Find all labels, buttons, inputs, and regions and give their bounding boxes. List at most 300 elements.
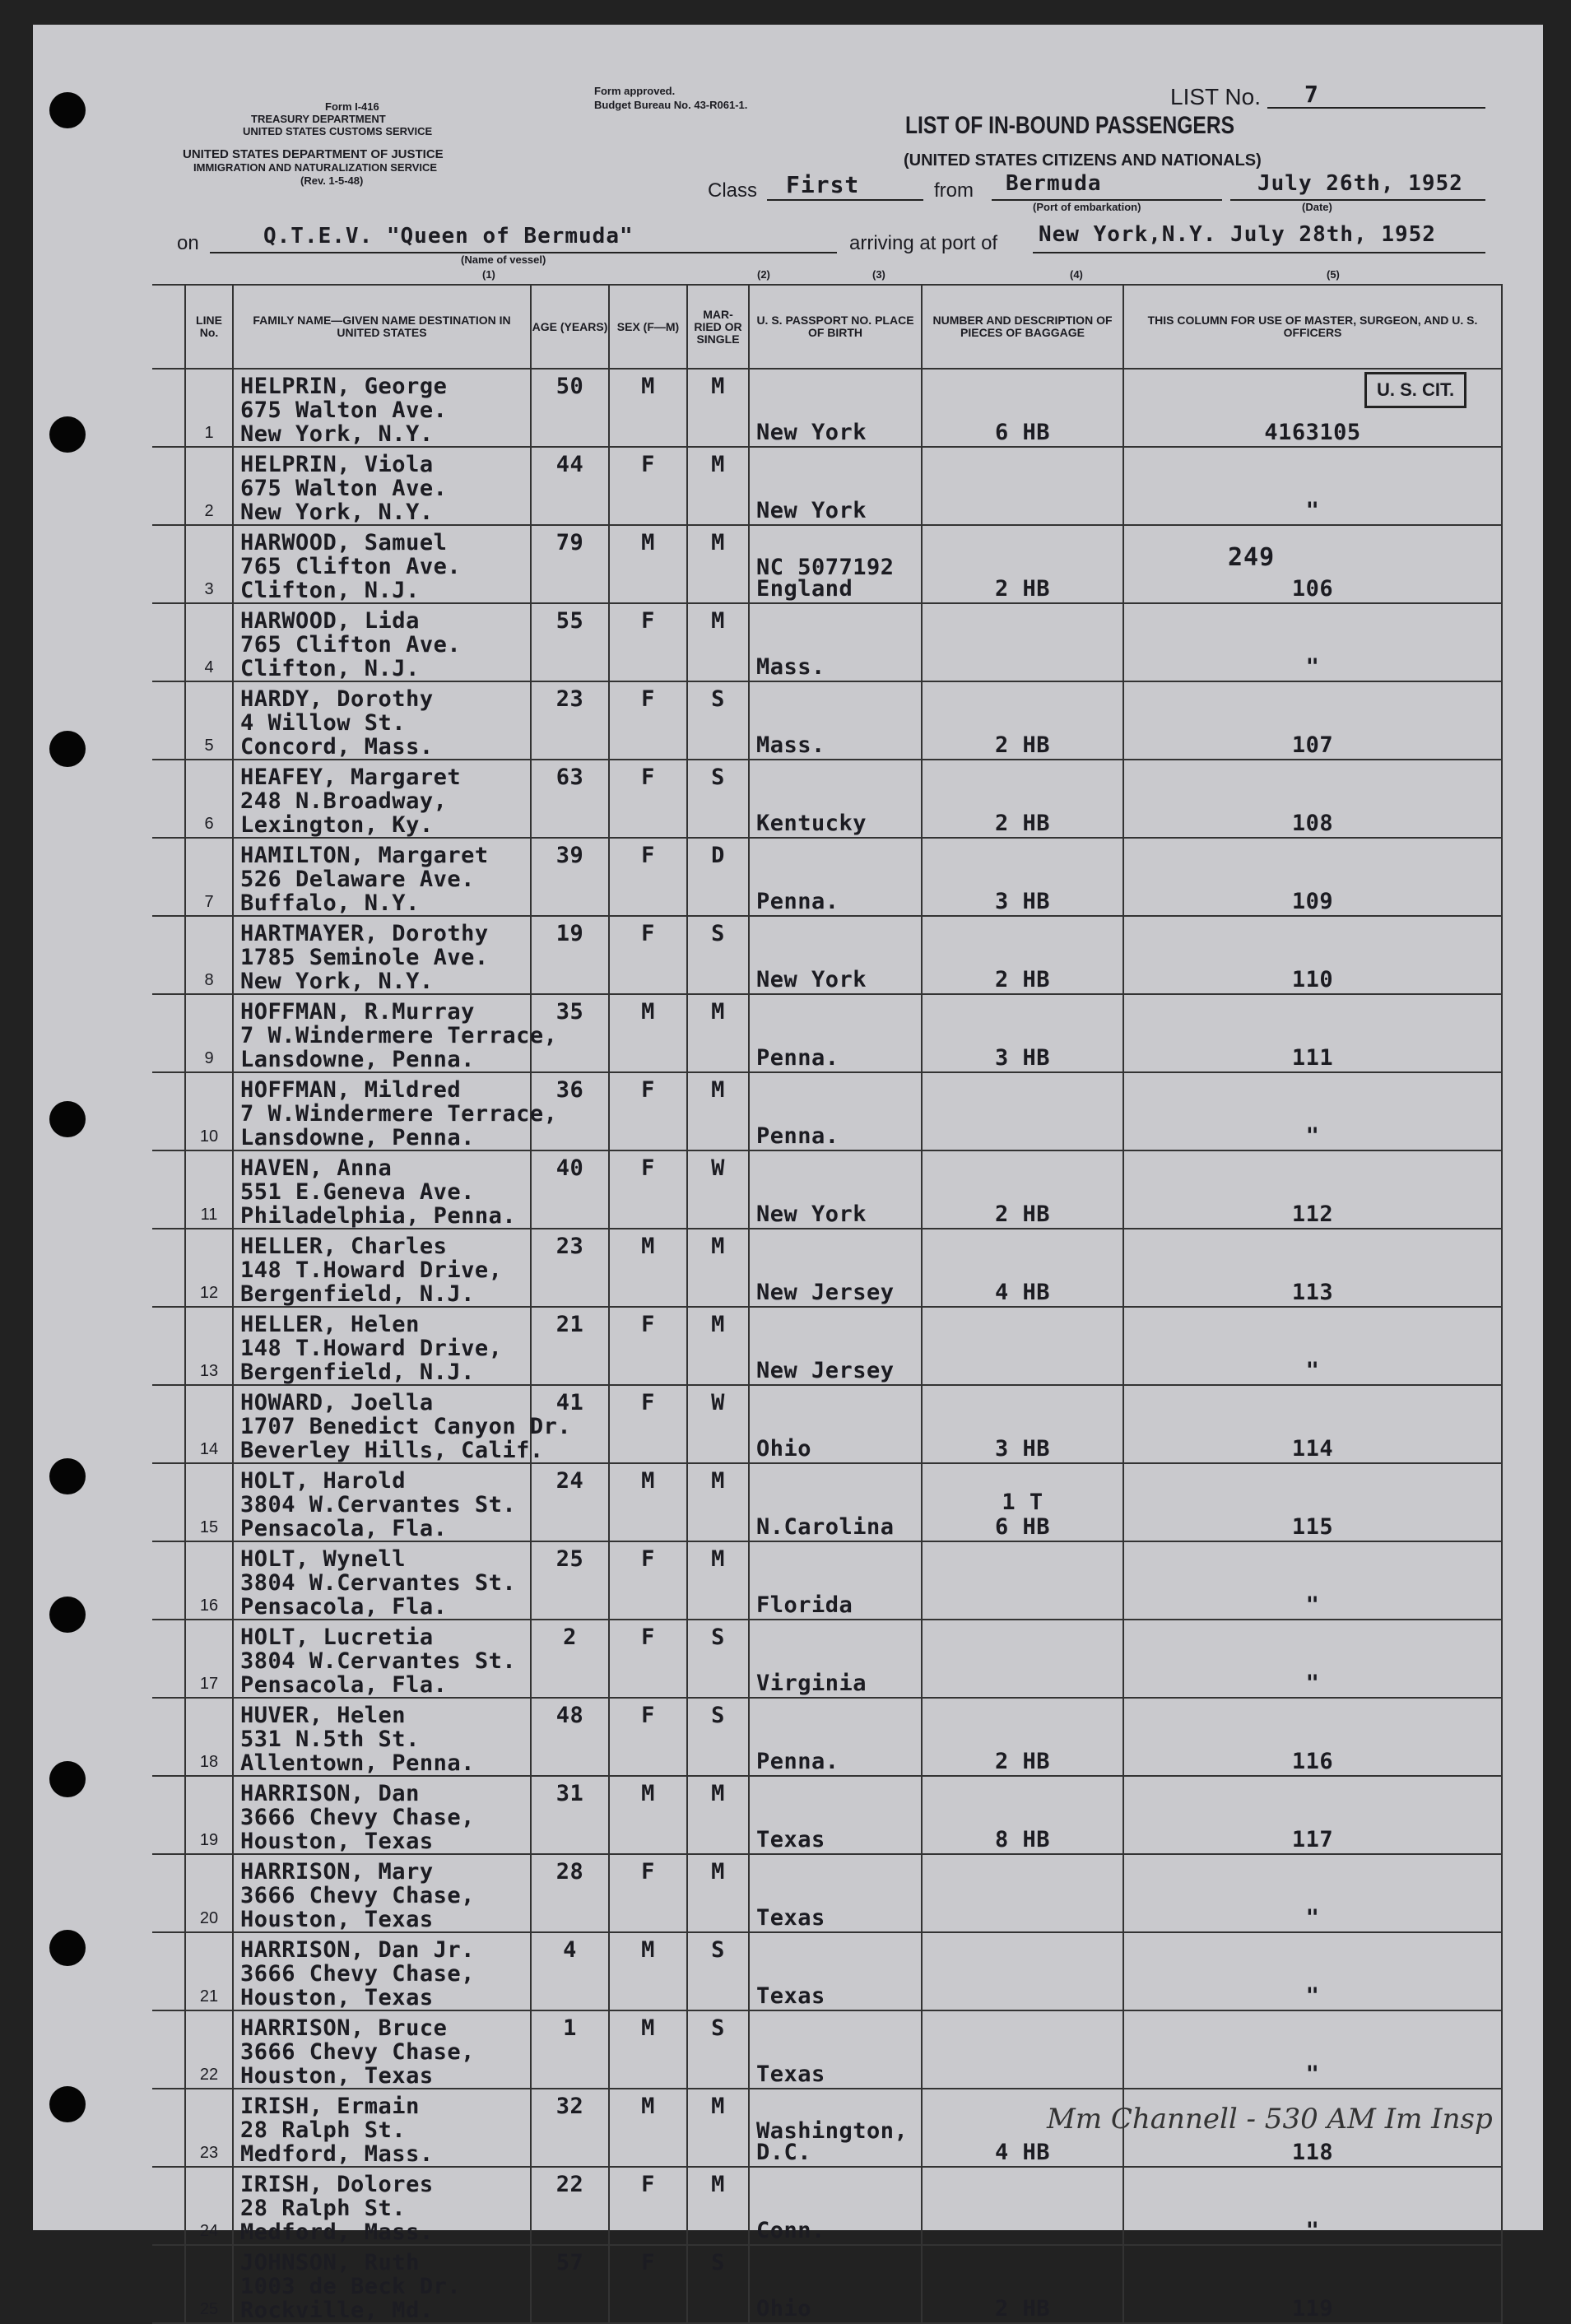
age: 1 [563, 2015, 577, 2041]
baggage: 3 HB [994, 1045, 1051, 1071]
col-age-header: AGE (YEARS) [531, 285, 609, 369]
sex: F [641, 921, 655, 946]
name-cell [233, 1072, 558, 1150]
line-number-cell [185, 1541, 233, 1620]
arrival-line [1033, 252, 1485, 253]
address-line-1: 3804 W.Cervantes St. [240, 1648, 517, 1674]
address-line-1: 3666 Chevy Chase, [240, 1883, 475, 1908]
officer-cell [1123, 1463, 1502, 1541]
binder-hole [49, 2086, 86, 2122]
sex: M [641, 999, 655, 1025]
address-line-2: Buffalo, N.Y. [240, 890, 420, 916]
name-cell [233, 1150, 531, 1229]
age-cell [531, 369, 609, 447]
passenger-name: HOLT, Wynell [240, 1546, 407, 1572]
address-line-2: Pensacola, Fla. [240, 1672, 448, 1698]
table-row [152, 2167, 1502, 2245]
line-number: 2 [204, 502, 214, 520]
passport-number: NC 5077192 [756, 555, 895, 580]
name-cell [233, 1229, 531, 1307]
place-of-birth: D.C. [756, 2140, 812, 2165]
name-cell [233, 681, 531, 760]
age-cell [531, 1385, 609, 1463]
line-number-cell [185, 1463, 233, 1541]
age-cell [531, 916, 609, 994]
name-cell [233, 1463, 531, 1541]
place-of-birth: Penna. [756, 1123, 839, 1149]
sex-cell [609, 2245, 687, 2323]
baggage-cell [922, 603, 1123, 681]
table-row [152, 1307, 1502, 1385]
inspector-signature: Mm Channell - 530 AM Im Insp [1047, 2103, 1493, 2136]
place-of-birth: New York [756, 1202, 867, 1227]
marital-status: S [711, 686, 725, 712]
table-row [152, 603, 1502, 681]
table-row [152, 1072, 1502, 1150]
col-num-1: (1) [482, 268, 495, 281]
marital-cell [687, 681, 749, 760]
address-line-2: Houston, Texas [240, 1985, 434, 2010]
name-cell [233, 1541, 531, 1620]
place-of-birth: Texas [756, 1905, 825, 1931]
table-row [152, 838, 1502, 916]
passport-cell [749, 1463, 922, 1541]
marital-status: D [711, 843, 725, 868]
address-line-1: 3804 W.Cervantes St. [240, 1492, 517, 1518]
line-number-cell [185, 2167, 233, 2245]
address-line-2: Houston, Texas [240, 1907, 434, 1932]
address-line-2: Medford, Mass. [240, 2141, 434, 2167]
marital-cell [687, 1854, 749, 1932]
name-cell [233, 1854, 531, 1932]
officer-notation: " [1305, 2061, 1320, 2087]
class-line [767, 199, 923, 201]
marital-status: S [711, 1624, 725, 1650]
line-number: 16 [199, 1597, 219, 1615]
vessel-caption: (Name of vessel) [461, 253, 546, 266]
age: 24 [555, 1468, 584, 1494]
age: 2 [563, 1624, 577, 1650]
marital-cell [687, 603, 749, 681]
line-number-cell [185, 2010, 233, 2089]
address-line-1: 675 Walton Ave. [240, 397, 448, 423]
passport-cell [749, 1072, 922, 1150]
name-cell [233, 369, 531, 447]
address-line-1: 3804 W.Cervantes St. [240, 1570, 517, 1596]
table-row [152, 1229, 1502, 1307]
place-of-birth: Mass. [756, 654, 825, 680]
sex: F [641, 452, 655, 477]
passenger-name: HARTMAYER, Dorothy [240, 921, 489, 946]
line-number-cell [185, 1932, 233, 2010]
age-cell [531, 1229, 609, 1307]
officer-notation: 119 [1291, 2296, 1334, 2322]
sex-cell [609, 916, 687, 994]
passport-cell [749, 1541, 922, 1620]
age: 79 [555, 530, 584, 555]
line-number-cell [185, 1776, 233, 1854]
sex: F [641, 843, 655, 868]
baggage-cell [922, 1854, 1123, 1932]
place-of-birth: Conn. [756, 2218, 825, 2243]
place-of-birth: Virginia [756, 1671, 867, 1696]
name-cell [233, 525, 531, 603]
marital-status: M [711, 1077, 725, 1103]
line-number: 5 [204, 737, 214, 755]
officer-notation: " [1305, 1905, 1320, 1931]
passport-cell [749, 525, 922, 603]
baggage: 2 HB [994, 576, 1051, 602]
age-cell [531, 2010, 609, 2089]
baggage-cell [922, 447, 1123, 525]
address-line-2: Clifton, N.J. [240, 578, 420, 603]
age: 28 [555, 1859, 584, 1885]
baggage-cell [922, 1463, 1123, 1541]
line-number: 11 [200, 1206, 218, 1224]
passport-cell [749, 838, 922, 916]
baggage-cell [922, 916, 1123, 994]
marital-cell [687, 1150, 749, 1229]
table-row [152, 916, 1502, 994]
passenger-name: IRISH, Ermain [240, 2094, 420, 2119]
marital-status: S [711, 1937, 725, 1963]
baggage: 2 HB [994, 2296, 1051, 2322]
sex: F [641, 2172, 655, 2197]
baggage-cell [922, 838, 1123, 916]
table-row [152, 1620, 1502, 1698]
name-cell [233, 1776, 531, 1854]
col-name-header: FAMILY NAME—GIVEN NAME DESTINATION IN UNITED STATES [233, 285, 531, 369]
age: 23 [555, 686, 584, 712]
baggage-cell [922, 525, 1123, 603]
age: 19 [555, 921, 584, 946]
passport-cell [749, 369, 922, 447]
name-cell [233, 2167, 531, 2245]
table-row [152, 369, 1502, 447]
passenger-name: HAVEN, Anna [240, 1155, 393, 1181]
passenger-name: HOLT, Lucretia [240, 1624, 434, 1650]
sex-cell [609, 1932, 687, 2010]
officer-cell [1123, 838, 1502, 916]
age: 55 [555, 608, 584, 634]
officer-notation: 112 [1291, 1202, 1334, 1227]
age-cell [531, 1932, 609, 2010]
place-of-birth: New York [756, 420, 867, 445]
officer-notation: 115 [1291, 1514, 1334, 1540]
baggage-cell [922, 760, 1123, 838]
address-line-2: Pensacola, Fla. [240, 1516, 448, 1541]
officer-cell [1123, 916, 1502, 994]
baggage-cell [922, 681, 1123, 760]
address-line-1: 526 Delaware Ave. [240, 867, 475, 892]
dept-treasury: TREASURY DEPARTMENT [251, 113, 386, 125]
age-cell [531, 838, 609, 916]
officer-cell [1123, 2167, 1502, 2245]
baggage-cell [922, 2245, 1123, 2323]
marital-cell [687, 916, 749, 994]
name-cell [233, 760, 531, 838]
list-no-label: LIST No. [1170, 84, 1261, 109]
officer-notation: 110 [1291, 967, 1334, 992]
passenger-name: HARRISON, Bruce [240, 2015, 448, 2041]
officer-cell [1123, 1620, 1502, 1698]
table-row [152, 994, 1502, 1072]
place-of-birth: Mass. [756, 732, 825, 758]
passport-cell [749, 760, 922, 838]
officer-cell [1123, 681, 1502, 760]
age: 50 [555, 374, 584, 399]
address-line-1: 7 W.Windermere Terrace, [240, 1023, 558, 1048]
line-number-cell [185, 1854, 233, 1932]
line-number: 6 [204, 815, 214, 833]
age: 36 [555, 1077, 584, 1103]
baggage: 8 HB [994, 1827, 1051, 1852]
officer-notation: " [1305, 654, 1320, 680]
marital-status: M [711, 1859, 725, 1885]
marital-status: M [711, 1234, 725, 1259]
on-label: on [177, 232, 199, 254]
officer-cell [1123, 1698, 1502, 1776]
line-number: 15 [199, 1518, 219, 1536]
name-cell [233, 838, 531, 916]
sex-cell [609, 760, 687, 838]
age-cell [531, 994, 609, 1072]
col-sex-header: SEX (F—M) [609, 285, 687, 369]
sex-cell [609, 1385, 687, 1463]
line-number-cell [185, 1307, 233, 1385]
class-label: Class [708, 179, 758, 202]
passport-cell [749, 1620, 922, 1698]
binder-hole [49, 1761, 86, 1797]
from-label: from [934, 179, 974, 202]
table-row [152, 1463, 1502, 1541]
address-line-1: 3666 Chevy Chase, [240, 1805, 475, 1830]
address-line-2: Philadelphia, Penna. [240, 1203, 517, 1229]
address-line-1: 1003 de Beck Dr. [240, 2274, 462, 2299]
baggage: 4 HB [994, 2140, 1051, 2165]
vessel-name: Q.T.E.V. "Queen of Bermuda" [263, 224, 634, 249]
col-num-4: (4) [1070, 268, 1083, 281]
line-number: 4 [204, 658, 214, 676]
passport-cell [749, 1698, 922, 1776]
line-number-cell [185, 1620, 233, 1698]
baggage-cell [922, 369, 1123, 447]
sex: F [641, 1312, 655, 1337]
officer-notation: 111 [1291, 1045, 1334, 1071]
address-line-2: Lansdowne, Penna. [240, 1125, 475, 1150]
place-of-birth: Texas [756, 1983, 825, 2009]
marital-cell [687, 1229, 749, 1307]
name-cell [233, 2245, 531, 2323]
col-married-header: MAR- RIED OR SINGLE [687, 285, 749, 369]
line-number-cell [185, 760, 233, 838]
sex-cell [609, 1150, 687, 1229]
table-row [152, 1698, 1502, 1776]
marital-cell [687, 369, 749, 447]
dept-customs: UNITED STATES CUSTOMS SERVICE [243, 125, 433, 137]
address-line-1: 551 E.Geneva Ave. [240, 1179, 475, 1205]
sex: M [641, 1234, 655, 1259]
baggage-cell [922, 1776, 1123, 1854]
sex-cell [609, 994, 687, 1072]
marital-status: M [711, 1546, 725, 1572]
sex-cell [609, 1463, 687, 1541]
sex: F [641, 1703, 655, 1728]
passenger-name: HOLT, Harold [240, 1468, 407, 1494]
line-number-cell [185, 1072, 233, 1150]
address-line-1: 148 T.Howard Drive, [240, 1257, 503, 1283]
line-number: 3 [204, 580, 214, 598]
place-of-birth: Ohio [756, 2296, 812, 2322]
address-line-1: 765 Clifton Ave. [240, 554, 462, 579]
officer-cell [1123, 1385, 1502, 1463]
binder-hole [49, 416, 86, 453]
line-number-cell [185, 525, 233, 603]
col-passport-header: U. S. PASSPORT NO. PLACE OF BIRTH [749, 285, 922, 369]
marital-cell [687, 838, 749, 916]
age-cell [531, 525, 609, 603]
table-row [152, 1385, 1502, 1463]
col-baggage-header: NUMBER AND DESCRIPTION OF PIECES OF BAGGAGE [922, 285, 1123, 369]
address-line-1: 4 Willow St. [240, 710, 407, 736]
sex-cell [609, 1620, 687, 1698]
address-line-1: 1707 Benedict Canyon Dr. [240, 1414, 572, 1439]
sex: M [641, 1468, 655, 1494]
officer-notation: 109 [1291, 889, 1334, 914]
passport-cell [749, 2167, 922, 2245]
baggage-cell [922, 2167, 1123, 2245]
address-line-1: 148 T.Howard Drive, [240, 1336, 503, 1361]
age: 32 [555, 2094, 584, 2119]
marital-status: M [711, 530, 725, 555]
place-of-birth: New York [756, 498, 867, 523]
officer-cell [1123, 1307, 1502, 1385]
page-title: LIST OF IN-BOUND PASSENGERS [905, 112, 1235, 139]
table-row [152, 1150, 1502, 1229]
age-cell [531, 1698, 609, 1776]
line-number: 12 [199, 1284, 219, 1302]
officer-notation: 107 [1291, 732, 1334, 758]
baggage-cell [922, 2010, 1123, 2089]
sex-cell [609, 838, 687, 916]
sex: M [641, 2094, 655, 2119]
passenger-name: HARWOOD, Samuel [240, 530, 448, 555]
age: 63 [555, 765, 584, 790]
name-cell [233, 1932, 531, 2010]
age-cell [531, 1307, 609, 1385]
passport-cell [749, 2089, 922, 2167]
line-number: 19 [199, 1831, 219, 1849]
officer-notation: 118 [1291, 2140, 1334, 2165]
sex: M [641, 530, 655, 555]
address-line-2: Pensacola, Fla. [240, 1594, 448, 1620]
sex: M [641, 1781, 655, 1806]
officer-cell [1123, 1776, 1502, 1854]
marital-status: M [711, 374, 725, 399]
line-number-cell [185, 838, 233, 916]
officer-cell [1123, 1150, 1502, 1229]
age-cell [531, 1072, 609, 1150]
baggage-cell [922, 1385, 1123, 1463]
passport-cell [749, 1932, 922, 2010]
marital-status: M [711, 2094, 725, 2119]
marital-cell [687, 1307, 749, 1385]
officer-notation: 108 [1291, 811, 1334, 836]
line-number-cell [185, 2245, 233, 2323]
marital-status: S [711, 2015, 725, 2041]
line-number: 1 [204, 424, 214, 442]
sex: F [641, 1077, 655, 1103]
line-number: 7 [204, 893, 214, 911]
table-row [152, 1854, 1502, 1932]
form-approved: Form approved. [594, 85, 676, 97]
passport-cell [749, 1854, 922, 1932]
passport-cell [749, 1229, 922, 1307]
address-line-1: 248 N.Broadway, [240, 788, 448, 814]
officer-cell [1123, 1932, 1502, 2010]
table-row [152, 525, 1502, 603]
age-cell [531, 2245, 609, 2323]
address-line-1: 28 Ralph St. [240, 2117, 407, 2143]
baggage: 3 HB [994, 889, 1051, 914]
place-of-birth: New York [756, 967, 867, 992]
officer-notation: 117 [1291, 1827, 1334, 1852]
age: 23 [555, 1234, 584, 1259]
sex: F [641, 1624, 655, 1650]
officer-notation: " [1305, 498, 1320, 523]
age: 4 [563, 1937, 577, 1963]
address-line-2: Rockville, Md. [240, 2298, 434, 2323]
age: 48 [555, 1703, 584, 1728]
address-line-2: Concord, Mass. [240, 734, 434, 760]
line-number-cell [185, 681, 233, 760]
age: 21 [555, 1312, 584, 1337]
passenger-name: HARRISON, Mary [240, 1859, 434, 1885]
sex-cell [609, 369, 687, 447]
age: 40 [555, 1155, 584, 1181]
officer-cell [1123, 1229, 1502, 1307]
sex-cell [609, 1072, 687, 1150]
col-line-header: LINE No. [185, 285, 233, 369]
passport-cell [749, 1307, 922, 1385]
date-line [1230, 199, 1485, 201]
address-line-2: Lexington, Ky. [240, 812, 434, 838]
marital-status: M [711, 608, 725, 634]
date-caption: (Date) [1302, 201, 1332, 213]
marital-cell [687, 2010, 749, 2089]
sex: M [641, 2015, 655, 2041]
passport-cell [749, 994, 922, 1072]
baggage-cell [922, 1072, 1123, 1150]
address-line-2: Bergenfield, N.J. [240, 1360, 475, 1385]
address-line-2: Allentown, Penna. [240, 1750, 475, 1776]
table-row [152, 1932, 1502, 2010]
address-line-2: New York, N.Y. [240, 421, 434, 447]
officer-cell [1123, 1541, 1502, 1620]
line-number-cell [185, 1385, 233, 1463]
name-cell [233, 1307, 531, 1385]
place-of-birth: New Jersey [756, 1280, 895, 1305]
form-revision: (Rev. 1-5-48) [300, 174, 364, 187]
line-number: 10 [199, 1127, 219, 1146]
address-line-2: Bergenfield, N.J. [240, 1281, 475, 1307]
line-number-cell [185, 2089, 233, 2167]
baggage-cell [922, 1932, 1123, 2010]
baggage: 6 HB [994, 1514, 1051, 1540]
address-line-2: Lansdowne, Penna. [240, 1047, 475, 1072]
passenger-name: HELPRIN, Viola [240, 452, 434, 477]
name-cell [233, 603, 531, 681]
